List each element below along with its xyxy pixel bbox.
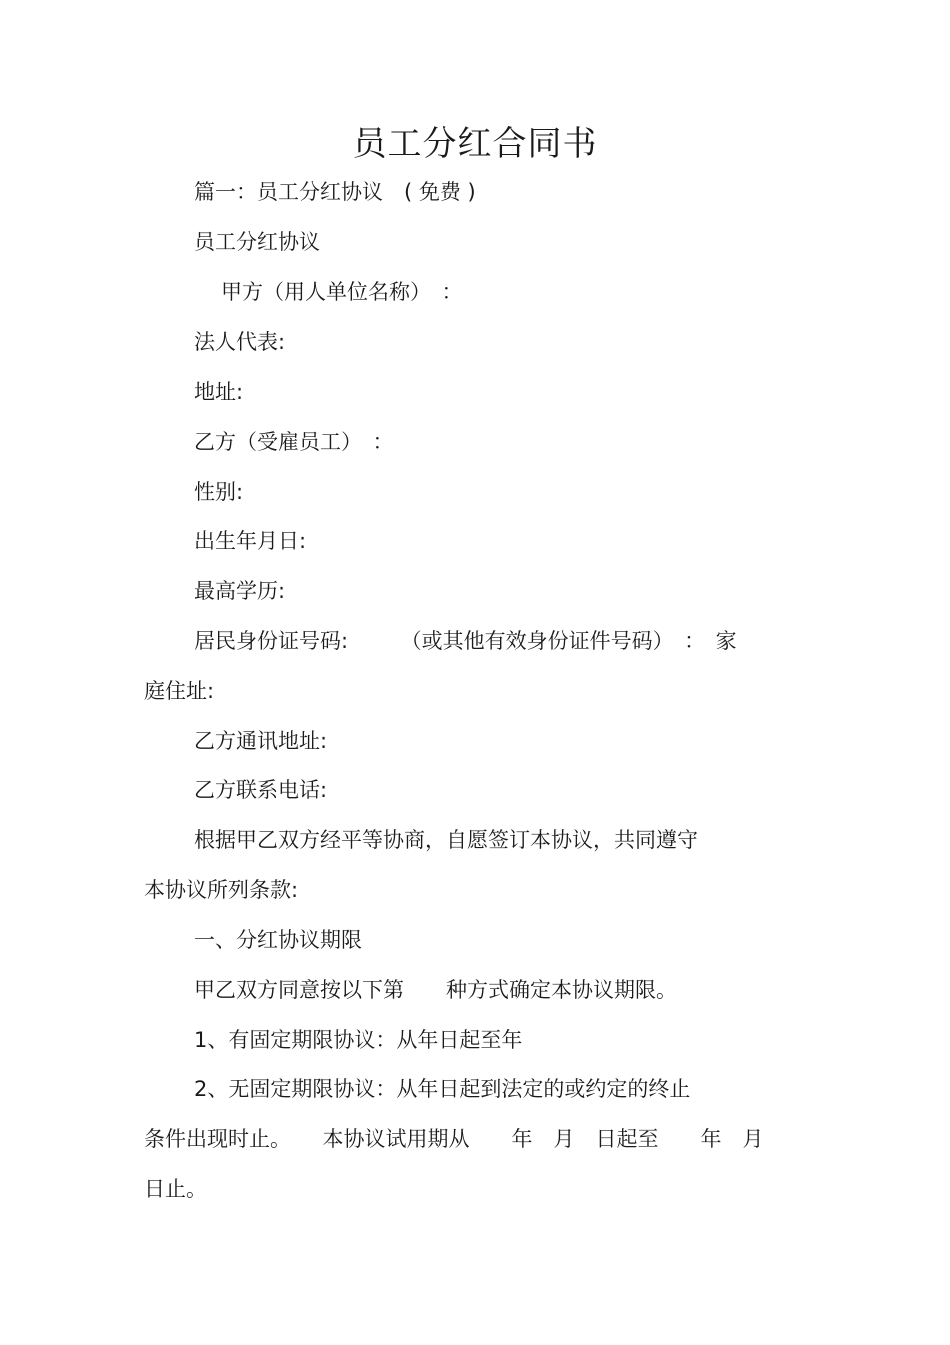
- education-field: 最高学历:: [194, 579, 286, 603]
- legal-rep-field: 法人代表:: [194, 330, 286, 354]
- clause-heading: 一、分红协议期限: [194, 928, 362, 952]
- gender-field: 性别:: [194, 480, 244, 504]
- address-field: 地址:: [194, 380, 244, 404]
- home-address-field: 庭住址:: [144, 679, 215, 703]
- agreement-subtitle: 员工分红协议: [194, 230, 320, 254]
- party-b-field: 乙方（受雇员工） ：: [194, 430, 394, 454]
- clause-item-2-continued: 条件出现时止。 本协议试用期从 年 月 日起至 年 月: [144, 1127, 764, 1151]
- body-paragraph: 根据甲乙双方经平等协商，自愿签订本协议，共同遵守: [194, 828, 698, 852]
- document-title: 员工分红合同书: [352, 124, 598, 164]
- clause-item-2: 2、无固定期限协议：从年日起到法定的或约定的终止: [194, 1077, 691, 1101]
- section-heading: 篇一：员工分红协议 ( 免费 ): [194, 180, 476, 204]
- party-a-field: 甲方（用人单位名称） ：: [221, 280, 463, 304]
- clause-item-2-end: 日止。: [144, 1177, 207, 1201]
- body-paragraph-continued: 本协议所列条款:: [144, 878, 299, 902]
- phone-field: 乙方联系电话:: [194, 778, 328, 802]
- mailing-address-field: 乙方通讯地址:: [194, 729, 328, 753]
- id-number-field: 居民身份证号码: （或其他有效身份证件号码） ： 家: [194, 629, 737, 653]
- clause-item-1: 1、有固定期限协议：从年日起至年: [194, 1028, 523, 1052]
- birthdate-field: 出生年月日:: [194, 529, 307, 553]
- clause-text: 甲乙双方同意按以下第 种方式确定本协议期限。: [194, 978, 677, 1002]
